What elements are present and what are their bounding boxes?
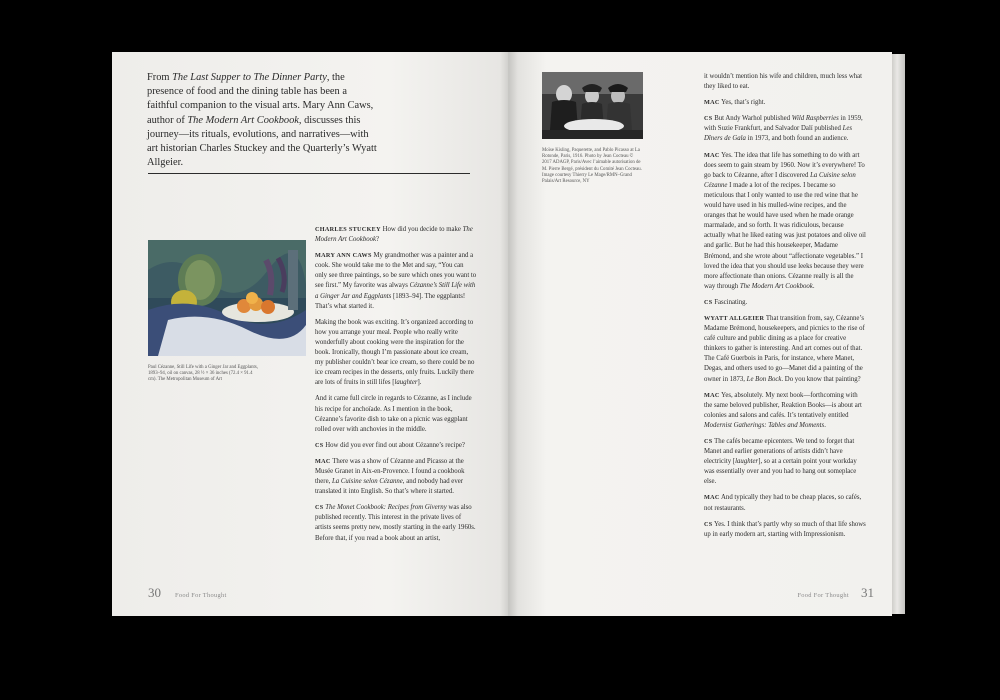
left-page xyxy=(112,52,508,616)
page-number: 31 xyxy=(861,585,874,600)
interview-paragraph xyxy=(315,225,477,245)
body-text: . xyxy=(824,421,826,429)
body-text: Yes. I think that’s partly why so much of that life shows up in early modern art, starting with Impressionism. xyxy=(704,520,866,538)
body-text: , and nobody had ever translated it into English. So that’s where it started. xyxy=(315,478,464,496)
body-text: But Andy Warhol published xyxy=(714,115,792,123)
book-title: The Modern Art Cookbook xyxy=(739,282,813,290)
book-title: Les Dîners de Gala xyxy=(704,125,853,143)
running-head: Food For Thought xyxy=(175,592,227,599)
intro-text: , the presence of food and the dining table has been a faithful companion to the visual arts. Mary Ann Caws, author of xyxy=(147,72,374,126)
interview-paragraph xyxy=(704,298,866,308)
intro-paragraph xyxy=(147,71,377,170)
body-text: I made a lot of the recipes. I became so meticulous that I only wanted to use the red wine that he would have used in his mulled-wine recipes, and the oranges that he would have used when he made orange marmalade, and so forth. It was ridiculous, because actually what he liked eating was just potatoes and olive oil and garlic. But he had this housekeeper, Madame Brémond, and she wrote about “affectionate vegetables.” I loved the idea that you should use leeks because they were more affectionate than onions. Cézanne really is all the way through xyxy=(704,181,866,290)
body-text: My grandmother was a painter and a cook. She would take me to the Met and say, “You can only see three paintings, so be sure which ones you want to see first.” My favorite was always xyxy=(315,252,477,290)
page-number: 30 xyxy=(148,585,161,600)
speaker-label: CS xyxy=(704,438,713,445)
speaker-label: MAC xyxy=(704,99,720,107)
body-text: How did you decide to make xyxy=(382,226,463,233)
speaker-label: CS xyxy=(315,504,324,512)
speaker-label: CS xyxy=(315,441,324,449)
book-title: La Cuisine selon Cézanne xyxy=(331,478,403,486)
left-folio xyxy=(148,584,227,602)
photo-caption: Moïse Kisling, Paquerette, and Pablo Picasso at La Rotonde, Paris, 1916. Photo by Jean Cocteau © 2017 ADAGP, Paris/Avec l’aimable autorisation de M. Pierre Bergé, président du Comité Jean Cocteau. Image courtesy Thierry Le Mage/RMN–Grand Palais/Art Resource, NY xyxy=(542,148,642,185)
body-text: ]. xyxy=(417,379,422,387)
interview-paragraph xyxy=(315,503,477,543)
speaker-label: MAC xyxy=(704,494,720,502)
body-text: . xyxy=(812,282,815,290)
interview-paragraph xyxy=(704,520,866,540)
intro-text: From xyxy=(147,72,173,83)
interview-paragraph xyxy=(704,114,866,144)
artwork-title: Cézanne’s Still Life with a Ginger Jar and Eggplants xyxy=(315,282,476,300)
speaker-label: CS xyxy=(704,115,713,123)
body-text: Yes, absolutely. My next book—forthcoming with the same beloved publisher, Reaktion Books—is about art colonies and salons and cafés. It’s tentatively entitled xyxy=(704,391,862,419)
body-text: That transition from, say, Cézanne’s Madame Brémond, housekeepers, and picnics to the rise of café culture and public dining as a place for creative thinkers to gather is interesting. And art comes out of that. The Café Guerbois in Paris, for instance, where Manet, Degas, and others used to go—Manet did a painting of the owner in 1873, xyxy=(704,314,865,383)
magazine-spread xyxy=(112,52,905,616)
interview-paragraph xyxy=(704,72,866,92)
speaker-label: MAC xyxy=(704,391,720,399)
intro-title-2: The Modern Art Cookbook xyxy=(187,114,299,126)
speaker-label: MAC xyxy=(704,151,720,159)
interview-paragraph xyxy=(704,314,866,385)
interview-paragraph xyxy=(704,151,866,292)
body-text: Making the book was exciting. It’s organized according to how you arrange your meal. People who really write wonderfully about cooking were the inspiration for the book. Ironically, though I’m passionate about ice cream, my publisher couldn’t bear ice cream, so there could be no ice cream recipes in the desserts, only fruits. Luckily there are lots of fruits in still lifes [ xyxy=(315,318,475,387)
speaker-label: CHARLES STUCKEY xyxy=(315,226,381,233)
interview-paragraph xyxy=(704,98,866,108)
still-life-painting xyxy=(148,240,306,356)
body-text: The cafés became epicenters. We tend to forget that Manet and earlier generations of artists didn’t have electricity [ xyxy=(704,438,855,466)
intro-title-1: The Last Supper to The Dinner Party xyxy=(172,72,327,83)
interview-paragraph xyxy=(704,493,866,513)
book-title: The Modern Art Cookbook xyxy=(315,226,473,244)
stage-direction: laughter xyxy=(394,379,418,387)
speaker-label: WYATT ALLGEIER xyxy=(704,314,765,322)
painting-caption: Paul Cézanne, Still Life with a Ginger Jar and Eggplants, 1893–94, oil on canvas, 28 ½ × 36 inches (72.4 × 91.4 cm). The Metropolitan Museum of Art xyxy=(148,365,258,383)
book-title: The Monet Cookbook: Recipes from Giverny xyxy=(325,504,447,512)
left-text-column xyxy=(315,225,477,550)
stage-direction: laughter xyxy=(735,458,759,466)
artwork-title: Le Bon Bock xyxy=(746,375,782,383)
cezanne-still-life-image xyxy=(148,240,306,356)
body-text: it wouldn’t mention his wife and children, much less what they liked to eat. xyxy=(704,73,863,91)
body-text: Yes. The idea that life has something to do with art does seem to gain steam by 1960. Now it’s everywhere! To go back to Cézanne, after I discovered xyxy=(704,151,865,179)
body-text: [1893–94]. The eggplants! That’s what started it. xyxy=(315,292,466,310)
book-title: La Cuisine selon Cézanne xyxy=(704,171,856,189)
right-text-column xyxy=(704,72,866,546)
body-text: There was a show of Cézanne and Picasso at the Musée Granet in Aix-en-Provence. I found a cookbook there, xyxy=(315,457,465,486)
black-and-white-photo xyxy=(542,72,643,139)
body-text: How did you ever find out about Cézanne’s recipe? xyxy=(325,441,465,449)
page-edge-stack xyxy=(892,54,905,614)
running-head: Food For Thought xyxy=(797,592,849,599)
interview-paragraph xyxy=(315,251,477,312)
speaker-label: MAC xyxy=(315,457,331,465)
interview-paragraph xyxy=(704,391,866,431)
intro-text: , discusses this journey—its rituals, evolutions, and narratives—with art historian Charles Stuckey and the Quarterly’s Wyatt Allgeier. xyxy=(147,114,377,169)
book-gutter-shadow xyxy=(500,52,518,616)
book-title: Modernist Gatherings: Tables and Moments xyxy=(704,421,825,429)
right-folio xyxy=(797,584,874,602)
body-text: ], so at a certain point your workday was essentially over and you had to hang out someplace else. xyxy=(704,458,857,486)
interview-paragraph xyxy=(704,437,866,487)
interview-paragraph xyxy=(315,441,477,451)
speaker-label: CS xyxy=(704,520,713,528)
interview-paragraph xyxy=(315,394,477,434)
right-page xyxy=(508,52,892,616)
interview-paragraph xyxy=(315,457,477,497)
body-text: . Do you know that painting? xyxy=(781,375,861,383)
speaker-label: MARY ANN CAWS xyxy=(315,252,372,260)
body-text: And it came full circle in regards to Cézanne, as I include his recipe for anchoïade. As I mention in the book, Cézanne’s favorite dish to take on a picnic was eggplant rolled over with anchovies in the middle. xyxy=(315,395,472,433)
speaker-label: CS xyxy=(704,298,713,306)
body-text: in 1959, with Suzie Frankfurt, and Salvador Dalí published xyxy=(704,115,863,133)
body-text: in 1973, and both found an audience. xyxy=(745,135,849,143)
body-text: Fascinating. xyxy=(714,298,748,306)
interview-paragraph xyxy=(315,318,477,389)
body-text: was also published recently. This interest in the private lives of artists seems pretty new, mostly starting in the early 1960s. Before that, if you read a book about an artist, xyxy=(315,504,476,542)
divider-rule xyxy=(148,173,470,174)
book-title: Wild Raspberries xyxy=(791,115,839,123)
body-text: Yes, that’s right. xyxy=(721,99,766,107)
body-text: And typically they had to be cheap places, so cafés, not restaurants. xyxy=(704,494,862,512)
la-rotonde-photo xyxy=(542,72,643,139)
body-text: ? xyxy=(376,236,380,244)
